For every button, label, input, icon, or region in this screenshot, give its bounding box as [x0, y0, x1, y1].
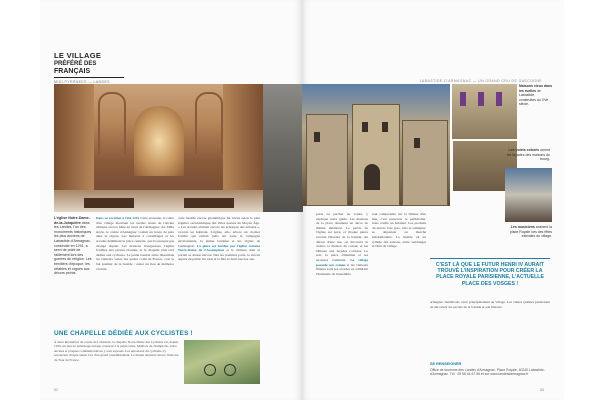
info-text: Office de tourisme des Landes d'Armagnac, Place Royale, 40240 Labastide-d'Armagnac. Tél : 05 58 44 67 56 et sur www.landesdarmagnac.fr	[430, 368, 545, 377]
column-text: cette bastide encore géométrique fut tracée selon le plan régulier caractéristique des villes neuves du Moyen Âge. « Les arcades abritent encore les échoppes des artisans », raconte un habitant. L'église, elle, arbore un clocher fortifié qui veillait jadis sur toute la campagne environnante, la plaine landaise et les vignes de l'Armagnac.	[178, 216, 260, 248]
lead-text: Dans sa vocation à l'été 1291	[96, 216, 140, 220]
column-text-2: et les visiteurs flânent sous les arcades en admirant l'harmonie de l'ensemble.	[316, 262, 369, 276]
arch	[195, 92, 223, 154]
body-column-r1	[316, 212, 368, 276]
church-interior-photo	[54, 84, 263, 212]
photo-caption	[505, 225, 552, 239]
window	[314, 132, 320, 142]
caption-title: Les volets colorés	[508, 148, 540, 152]
column-text: Cette ancienne, le cadre d'un village montrant les ruelles restes de l'ancien château, encore bâtie au cœur de l'Armagnac. Au XIIIe siècle, le comte d'Armagnac voulait un havre de paix dans la région. Les maisons à colombages et les arcades délimitent la place centrale, qui n'a presque pas changé depuis. Les maisons bourgeoises, l'église fortifiée aux pierres blondes, et la chapelle plus tard dédiée aux cyclistes. La petite bastide attire désormais les visiteurs venus des quatre coins de France, c'est le but premier de la bastide : rester un lieu de mémoire vivante.	[96, 216, 174, 271]
stone-wall-photo	[263, 84, 303, 212]
logo-line2: PRÉFÉRÉ DES	[54, 61, 97, 67]
house	[306, 114, 348, 206]
window	[362, 122, 368, 132]
purple-shutter	[478, 92, 484, 106]
column-text: armagnac médiévale, ceux principalement au village. Les visites guidées permettent de découvrir les secrets de la bastide et son histoire.	[430, 300, 550, 309]
caption-text: ornent les façades des maisons du bourg.	[506, 148, 550, 161]
caption-text: dans les Landes, l'un des monuments historiques les plus anciens de Labastide-d'Armagnac, construite en 1291, a servi de point de ralliement lors des guerres de religion. Les bénitiers d'époque, les retables et orgues aux décors peints.	[54, 220, 92, 276]
purple-shutter	[460, 92, 466, 106]
page-number-right: 53	[540, 388, 544, 392]
box-title: UNE CHAPELLE DÉDIÉE AUX CYCLISTES !	[54, 330, 193, 337]
logo-line3: FRANÇAIS	[54, 68, 91, 75]
page-number-left: 52	[54, 388, 58, 392]
column-text: porté au parchet au voisin, y explique notre guide. Les maisons de la place dessinent un décor de théâtre médiéval. Le parvis de l'église est pavé, et chaque pierre raconte l'histoire de la bastide. Au détour d'une rue, on découvre le cloître, la maison du consul, et les bâtisses aux façades colorées. Le soir, la place s'illumine et les terrasses s'animent.	[316, 212, 368, 262]
info-title: SE RENSEIGNER	[430, 362, 462, 366]
church-apse	[134, 106, 184, 176]
lead-text: Le village possède son roman	[316, 257, 368, 267]
body-column-2	[178, 216, 260, 262]
caption-title: Maisons vieux dans les ruelles	[519, 84, 553, 93]
caption-title: Les musiciens	[510, 225, 535, 229]
magazine-logo	[54, 52, 124, 78]
running-head: LABASTIDE-D'ARMAGNAC — UN GRAND CRU DE GASCOGNE	[419, 79, 542, 83]
lead-text-2: La place est bordée par l'église romane Notre-Dame de l'Assomption	[178, 243, 260, 253]
body-column-r2	[372, 212, 426, 249]
photo-caption	[505, 148, 550, 162]
logo-rule	[54, 77, 124, 78]
arch	[98, 92, 126, 154]
house	[402, 120, 448, 206]
timber-houses-photo	[302, 84, 450, 206]
musicians-photo	[505, 168, 552, 222]
photo-caption	[519, 84, 553, 107]
pew	[184, 198, 234, 208]
caption-text: de Labastide, construites au XVe siècle.	[519, 88, 549, 106]
facade-photo	[452, 84, 517, 139]
section-subhead: MIDI-PYRÉNÉES — LANDES	[54, 80, 110, 84]
pew	[84, 198, 134, 208]
pull-quote: C'EST LÀ QUE LE FUTUR HENRI IV AURAIT TROUVÉ L'INSPIRATION POUR CRÉER LA PLACE ROYALE PARISIENNE, L'ACTUELLE PLACE DES VOSGES !	[430, 258, 550, 287]
caption-title: L'église Notre-Dame-de-la-Jonquière	[54, 216, 90, 225]
body-column-1	[96, 216, 174, 271]
caption-text: animent la place Royale lors des fêtes estivales du village.	[509, 225, 552, 238]
window	[382, 122, 388, 132]
arch-doorway	[364, 164, 380, 190]
window	[414, 138, 420, 148]
purple-shutter	[496, 92, 502, 106]
box-text: À deux kilomètres du centre de Labastide, la chapelle Notre-Dame des Cyclistes est, depuis 1959, un lieu de pèlerinage unique consacré à la petite reine. Maillots de champions, vélos anciens et plaques commémoratives y sont exposés. Les amoureux du cyclisme s'y retrouvent chaque année lors d'un grand rassemblement. Le musée attenant retrace l'histoire du Tour de France.	[54, 340, 179, 362]
photo-caption	[54, 216, 94, 276]
column-text: tout comprendre sur la bâtisse d'un lieu, c'est préserver le patrimoine, nous confie un habitant. Les produits du terroir, foie gras, vins et armagnac se dégustent au marché hebdomadaire. La bastide vit au rythme des saisons, entre vendanges et fêtes de village.	[372, 212, 426, 249]
body-column-r3	[430, 300, 550, 309]
logo-line1: LE VILLAGE	[54, 51, 102, 60]
bicycle-photo	[184, 340, 260, 384]
house	[352, 104, 400, 206]
column-text-2: et le château dont le portail se dresse encore. Dès les premiers jours, le succès auprès du public fut total et la fête se tient tous les ans.	[178, 248, 260, 262]
